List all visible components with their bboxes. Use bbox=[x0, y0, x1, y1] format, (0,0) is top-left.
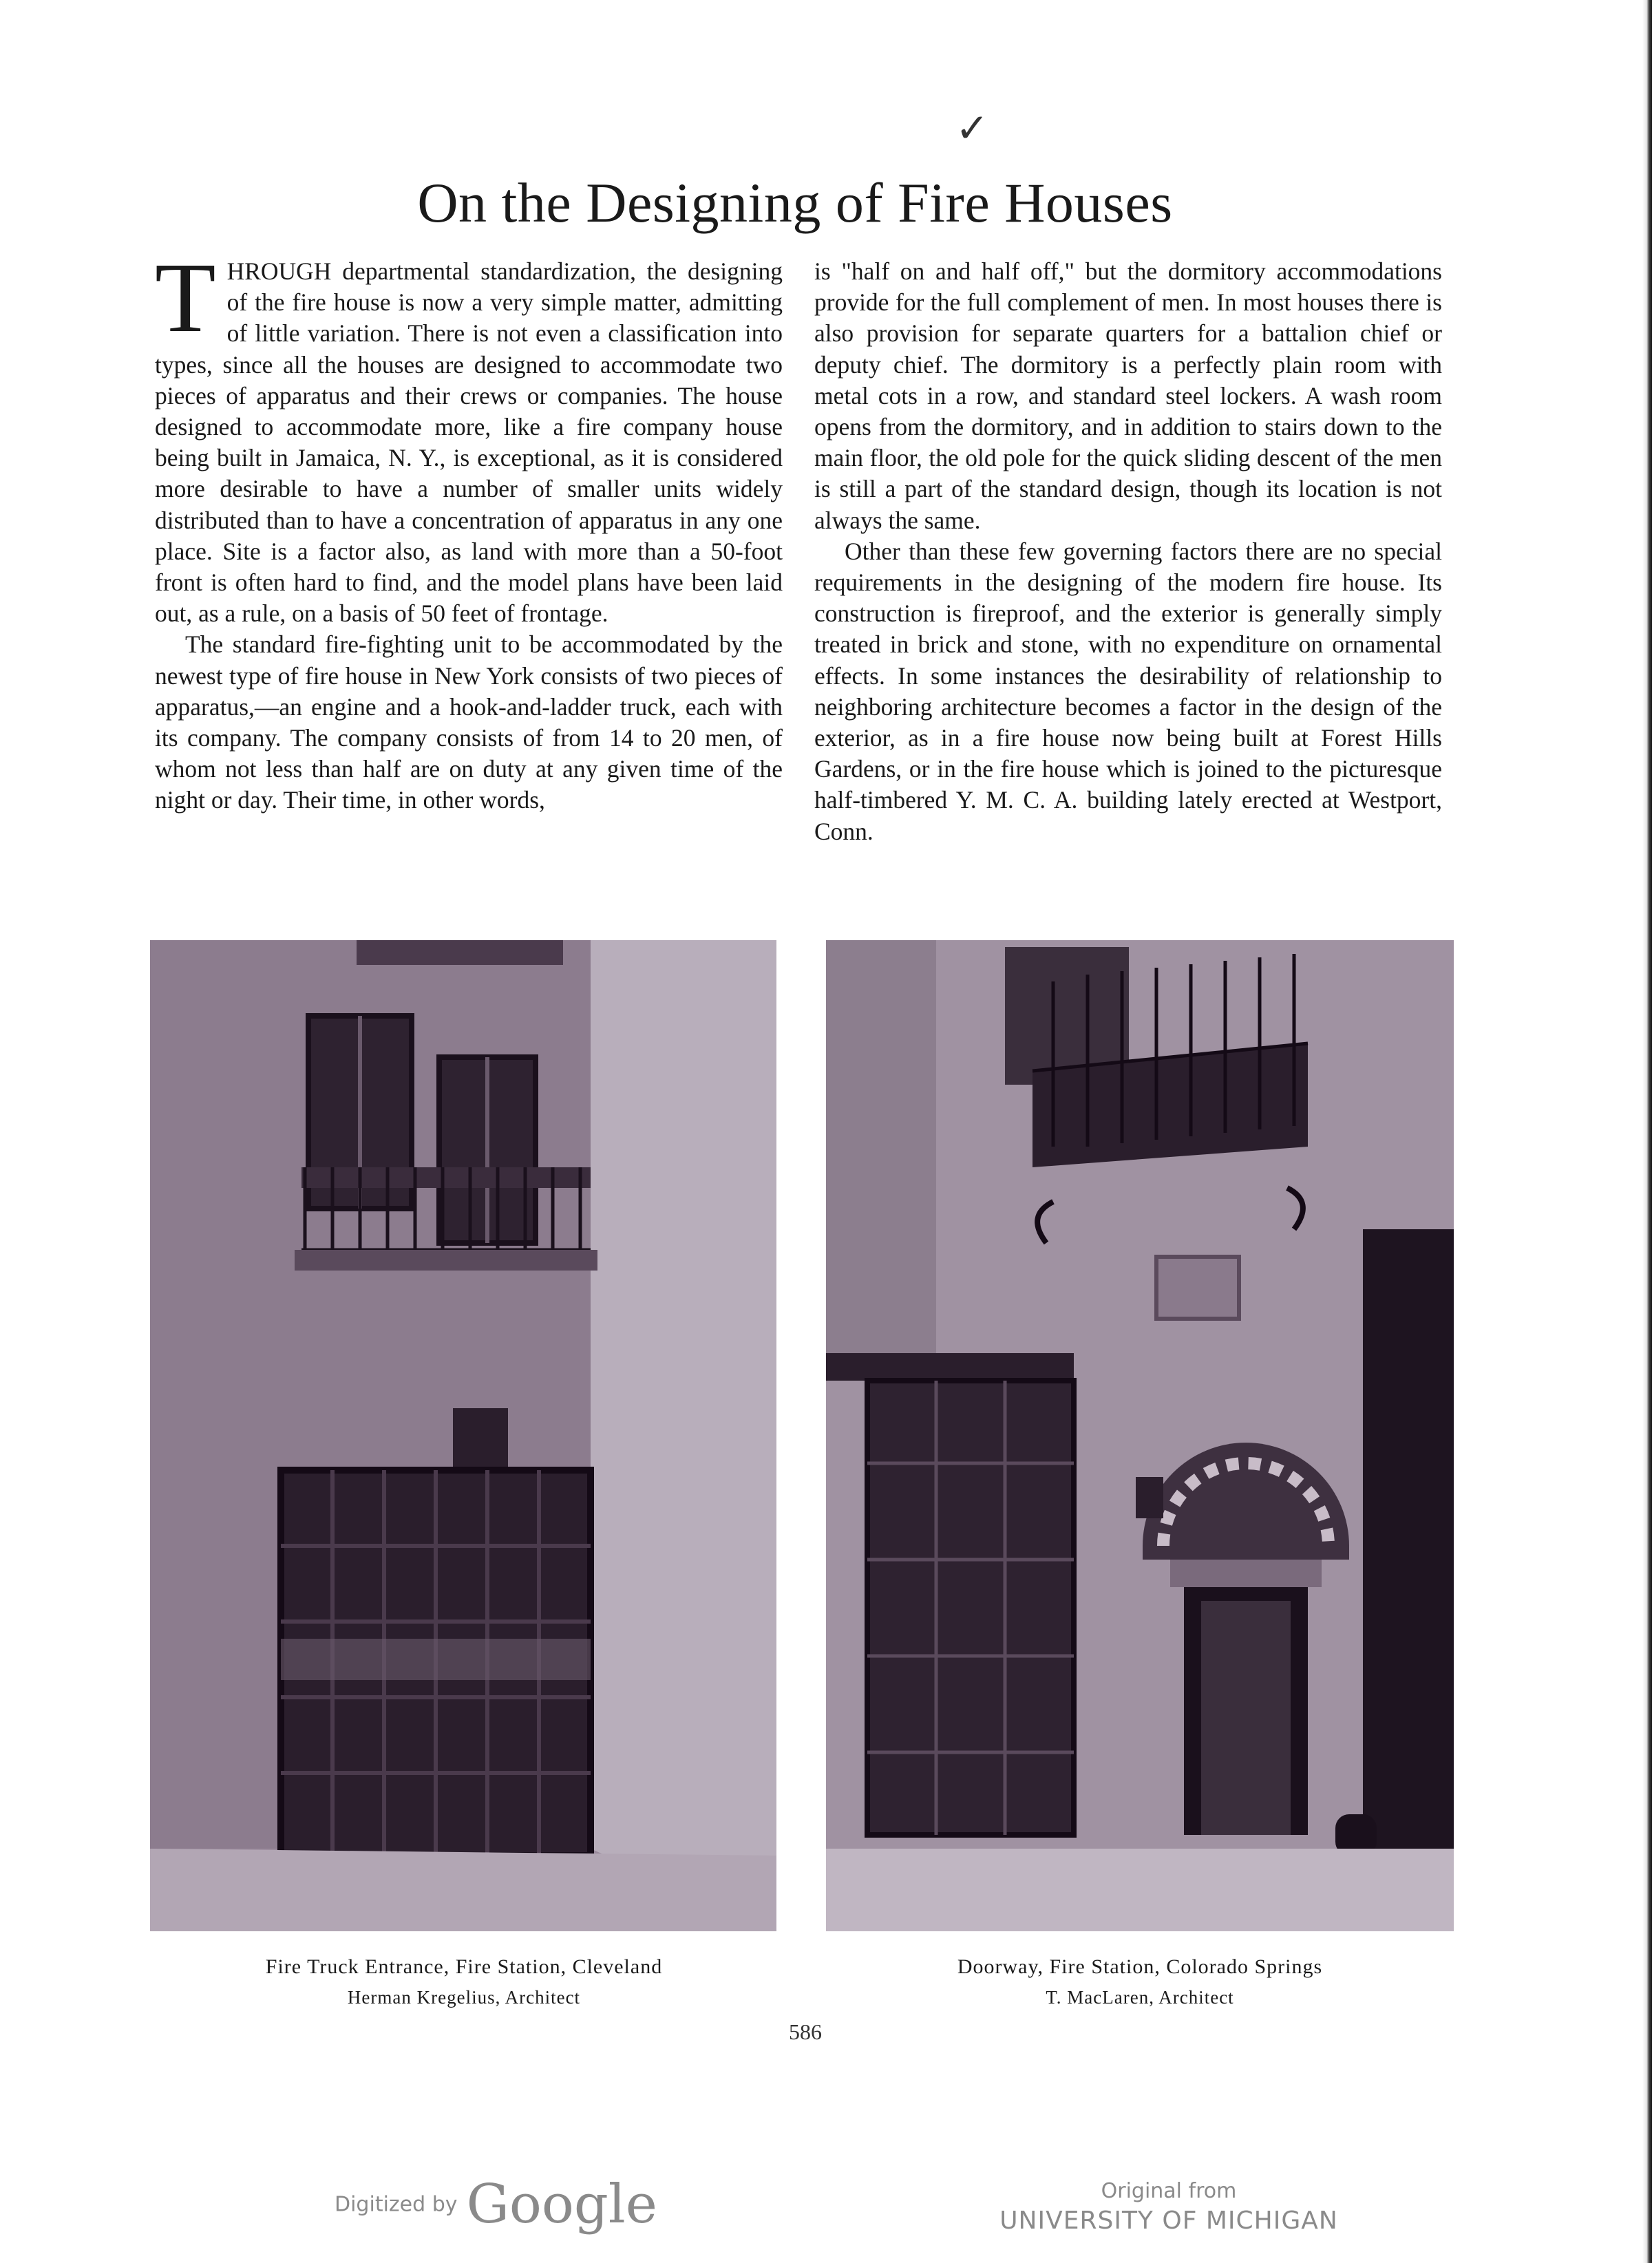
left-paragraph-1-text: HROUGH departmental standardization, the designing of the fire house is now a very simple matter, admitting of little variation. There is not even a classification into types, since all the houses are designed to accommodate two pieces of apparatus and their crews or companies. The house designed to accommodate more, like a fire company house being built in Jamaica, N. Y., is exceptional, as it is considered more desirable to have a number of smaller units widely distributed than to have a concentration of apparatus in any one place. Site is a factor also, as land with more than a 50-foot front is often hard to find, and the model plans have been laid out, as a rule, on a basis of 50 feet of frontage. bbox=[155, 257, 783, 628]
caption-left-architect: Herman Kregelius, Architect bbox=[347, 1987, 581, 2008]
doorway-illustration bbox=[826, 940, 1454, 1931]
caption-right-architect: T. MacLaren, Architect bbox=[1046, 1987, 1234, 2008]
digitized-by-label: Digitized by bbox=[335, 2192, 458, 2217]
right-paragraph-2: Other than these few governing factors there are no special requirements in the designing of the modern fire house. Its construction is fireproof, and the exterior is generally simply treated in brick and stone, with no expenditure on ornamental effects. In some instances the desirability of relationship to neighboring architecture becomes a factor in the design of the exterior, as in a fire house now being built at Forest Hills Gardens, or in the fire house which is joined to the picturesque half-timbered Y. M. C. A. building lately erected at Westport, Conn. bbox=[814, 537, 1442, 845]
google-logo: Google bbox=[466, 2174, 657, 2235]
handwritten-checkmark: ✓ bbox=[955, 105, 989, 151]
article-title: On the Designing of Fire Houses bbox=[417, 171, 1173, 234]
university-name: UNIVERSITY OF MICHIGAN bbox=[999, 2207, 1338, 2235]
original-from-notice bbox=[976, 2178, 1362, 2237]
caption-right-title: Doorway, Fire Station, Colorado Springs bbox=[957, 1955, 1323, 1978]
right-paragraph-1: is "half on and half off," but the dormitory accommodations provide for the full complement of men. In most houses there is also provision for separate quarters for a battalion chief or deputy chief. The dormitory is a perfectly plain room with metal cots in a row, and standard steel lockers. A wash room opens from the dormitory, and in addition to stairs down to the main floor, the old pole for the quick sliding descent of the men is still a part of the standard design, though its location is not always the same. bbox=[814, 257, 1442, 534]
right-column bbox=[814, 256, 1442, 847]
drop-cap: T bbox=[155, 243, 216, 353]
caption-right bbox=[826, 1952, 1454, 2012]
left-paragraph-1 bbox=[155, 243, 783, 629]
digitized-by-google bbox=[335, 2174, 657, 2235]
page-number: 586 bbox=[789, 2019, 822, 2044]
original-from-label: Original from bbox=[1101, 2179, 1237, 2203]
photo-doorway bbox=[826, 940, 1454, 1931]
page-edge-shadow bbox=[1642, 0, 1652, 2263]
left-column bbox=[155, 243, 783, 816]
fire-truck-entrance-illustration bbox=[150, 940, 776, 1931]
left-paragraph-2: The standard fire-fighting unit to be accommodated by the newest type of fire house in New York consists of two pieces of apparatus,—an engine and a hook-and-ladder truck, each with its company. The company consists of from 14 to 20 men, of whom not less than half are on duty at any given time of the night or day. Their time, in other words, bbox=[155, 630, 783, 814]
caption-left-title: Fire Truck Entrance, Fire Station, Cleveland bbox=[265, 1955, 663, 1978]
caption-left bbox=[150, 1952, 778, 2012]
photo-fire-truck-entrance bbox=[150, 940, 776, 1931]
